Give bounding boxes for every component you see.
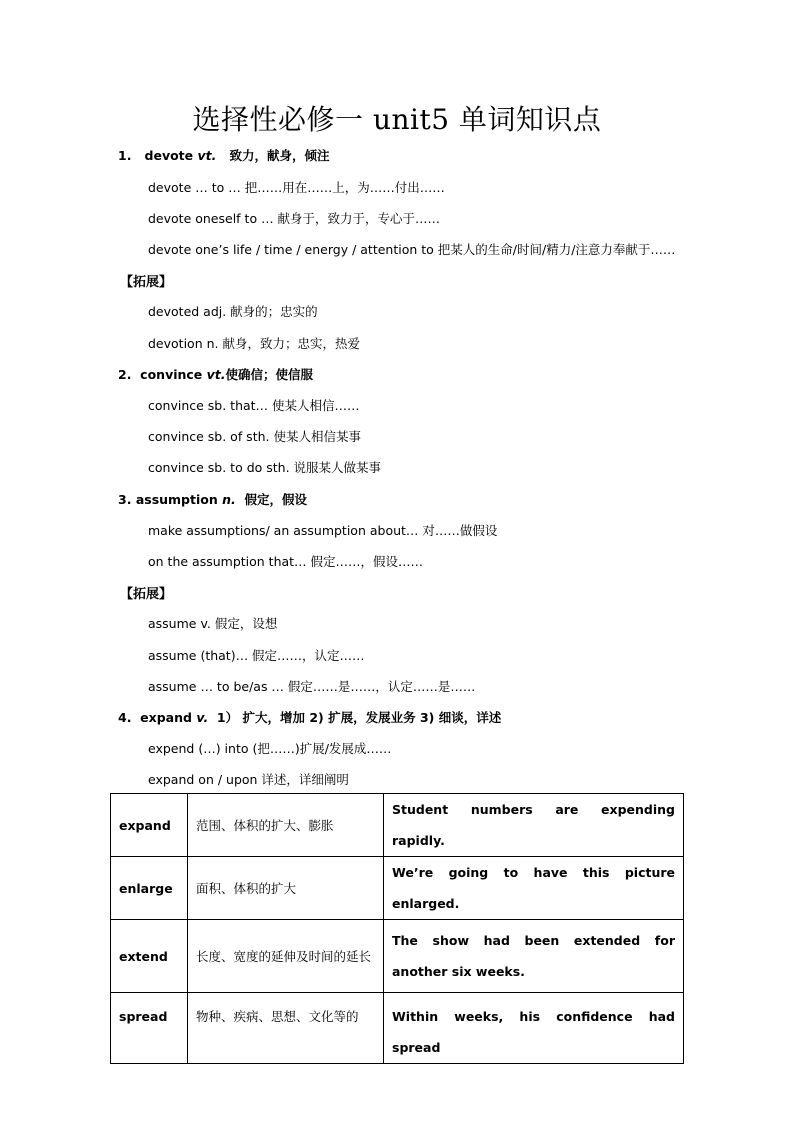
entry-pos: n.: [222, 492, 236, 507]
phrase-line: on the assumption that… 假定……，假设……: [148, 554, 424, 569]
phrase-line: convince sb. of sth. 使某人相信某事: [148, 429, 361, 444]
extension-line: assume … to be/as … 假定……是……，认定……是……: [148, 679, 476, 694]
table-cell-word: expand: [111, 794, 188, 857]
phrase-line: devote oneself to … 献身于，致力于，专心于……: [148, 211, 441, 226]
table-cell-word: enlarge: [111, 857, 188, 920]
table-row: [111, 920, 684, 993]
entry-meaning: 1） 扩大，增加 2) 扩展，发展业务 3) 细谈，详述: [216, 710, 502, 725]
table-cell-example: Within weeks, his confidence had spread: [384, 993, 684, 1064]
entry-pos: vt.: [197, 148, 217, 163]
entry-word: convince: [140, 367, 203, 382]
entry-pos: v.: [196, 710, 209, 725]
entry-number: 4.: [118, 710, 132, 725]
entry-heading-assumption: [118, 490, 307, 508]
entry-meaning: 假定，假设: [244, 492, 307, 507]
extension-label: 【拓展】: [120, 275, 173, 290]
phrase-line: convince sb. to do sth. 说服某人做某事: [148, 460, 382, 475]
phrase-line: expand on / upon 详述，详细阐明: [148, 772, 349, 787]
page-title: 选择性必修一 unit5 单词知识点: [192, 103, 602, 136]
entry-heading-expand: [118, 708, 501, 726]
table-cell-usage: 长度、宽度的延伸及时间的延长: [188, 920, 384, 993]
table-cell-word: extend: [111, 920, 188, 993]
table-row: [111, 857, 684, 920]
table-row: [111, 993, 684, 1064]
table-cell-usage: 范围、体积的扩大、膨胀: [188, 794, 384, 857]
entry-word: devote: [144, 148, 194, 163]
entry-pos: vt.: [206, 367, 226, 382]
table-cell-usage: 物种、疾病、思想、文化等的: [188, 993, 384, 1064]
table-cell-example: The show had been extended for another six weeks.: [384, 920, 684, 993]
entry-number: 2.: [118, 367, 132, 382]
extension-line: devoted adj. 献身的；忠实的: [148, 304, 318, 319]
word-comparison-table: [110, 793, 684, 1064]
entry-meaning: 致力，献身，倾注: [229, 148, 330, 163]
entry-heading-convince: [118, 365, 313, 383]
phrase-line: convince sb. that… 使某人相信……: [148, 398, 360, 413]
entry-heading-devote: [118, 146, 329, 164]
phrase-line: make assumptions/ an assumption about… 对……做假设: [148, 523, 498, 538]
table-cell-usage: 面积、体积的扩大: [188, 857, 384, 920]
phrase-line: expend (…) into (把……)扩展/发展成……: [148, 741, 392, 756]
entry-word: expand: [140, 710, 192, 725]
entry-number: 3.: [118, 492, 132, 507]
extension-line: devotion n. 献身，致力；忠实，热爱: [148, 336, 360, 351]
extension-line: assume v. 假定，设想: [148, 616, 278, 631]
entry-number: 1.: [118, 148, 132, 163]
phrase-line: devote one’s life / time / energy / attention to 把某人的生命/时间/精力/注意力奉献于……: [148, 242, 676, 257]
extension-line: assume (that)… 假定……，认定……: [148, 648, 365, 663]
phrase-line: devote … to … 把……用在……上，为……付出……: [148, 180, 445, 195]
table-row: [111, 794, 684, 857]
extension-label: 【拓展】: [120, 587, 173, 602]
entry-meaning: 使确信；使信服: [225, 367, 314, 382]
entry-word: assumption: [135, 492, 218, 507]
table-cell-example: Student numbers are expending rapidly.: [384, 794, 684, 857]
table-cell-word: spread: [111, 993, 188, 1064]
table-cell-example: We’re going to have this picture enlarged.: [384, 857, 684, 920]
